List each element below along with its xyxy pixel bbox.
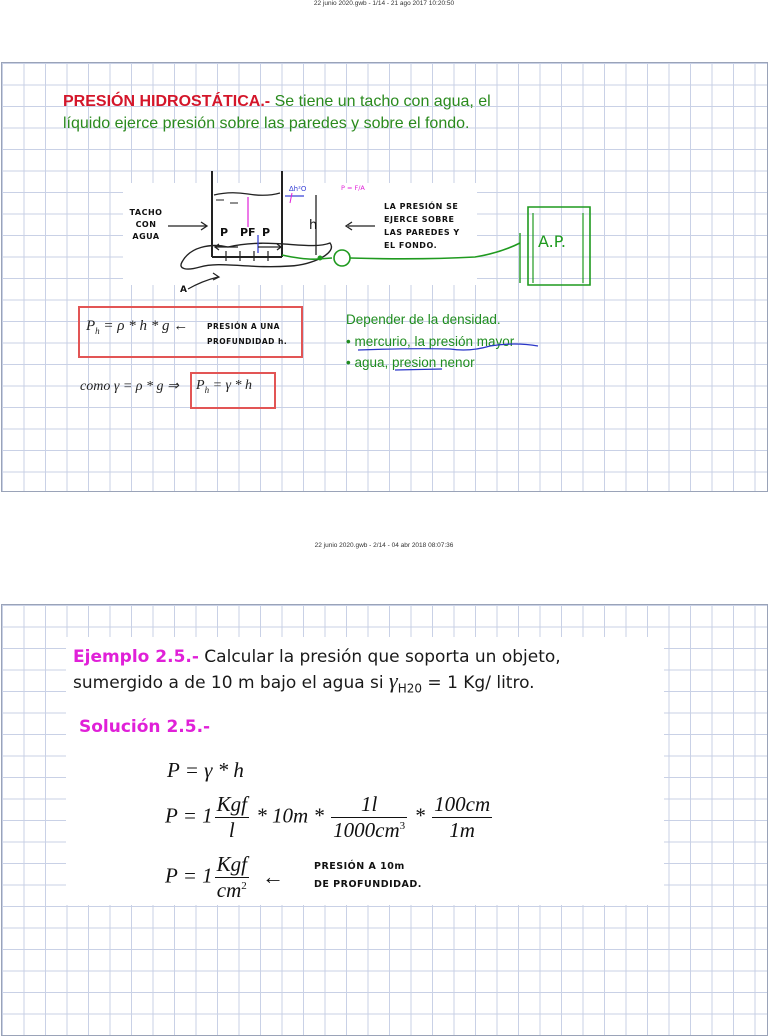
gamma-subscript: H20 [397, 681, 423, 696]
eq3-fraction [215, 852, 249, 903]
title-red: PRESIÓN HIDROSTÁTICA [63, 93, 261, 110]
eq2-f2-den-exp: 3 [399, 820, 406, 832]
eq3-f-num: Kgf [216, 852, 247, 876]
equation-1 [167, 758, 244, 783]
eq2-mid-2: * [409, 803, 431, 828]
side-note-line: LA PRESIÓN SE [384, 202, 459, 211]
density-title: Depender de la densidad. [346, 312, 501, 327]
example-text-1: Calcular la presión que soporta un objeto, [198, 647, 561, 667]
formula-1 [86, 318, 188, 336]
eq2-fraction-3 [432, 792, 492, 843]
tank-label-line: TACHO [129, 208, 163, 217]
delta-h-label: ∆h²O [289, 185, 307, 193]
formula-1-lhs: P [86, 318, 96, 334]
eq2-f2-num: 1l [360, 792, 378, 816]
formula-2-lhs: P [196, 378, 205, 393]
gamma-symbol: γ [389, 668, 398, 693]
density-underlines [350, 336, 550, 376]
example-line-2 [73, 669, 673, 700]
solution-label: Solución 2.5.- [79, 717, 211, 737]
example-line-1 [73, 645, 673, 669]
side-note-line: EJERCE SOBRE [384, 215, 455, 224]
example-text-2a: sumergido a de 10 m bajo el agua si [73, 673, 390, 693]
eq3-lead: P = 1 [165, 863, 213, 888]
formula-2-rhs: = γ * h [209, 378, 253, 393]
formula-1-sub: h [95, 326, 100, 336]
eq2-f2-den-wrap [331, 817, 407, 843]
tank-label-line: CON [135, 220, 157, 229]
h-label: h [309, 218, 318, 233]
side-note-line: LAS PAREDES Y [384, 228, 460, 237]
eq2-fraction-1 [215, 792, 249, 843]
result-note-line: PRESIÓN A 10m [314, 861, 405, 872]
formula-1-note [207, 319, 287, 349]
formula-1-rhs: = ρ * h * g ← [99, 318, 189, 334]
tank-label [126, 207, 166, 243]
inner-label-p-left: P [220, 226, 229, 239]
side-note-line: EL FONDO. [384, 241, 438, 250]
formula-2-lead: como γ = ρ * g ⇒ [80, 379, 179, 394]
eq2-f2-den: 1000cm [333, 818, 400, 842]
title-green: Se tiene un tacho con agua, el líquido ejerce presión sobre las paredes y sobre el fondo. [63, 93, 491, 132]
example-text-2b: = 1 Kg/ litro. [422, 673, 535, 693]
eq3-f-den-exp: 2 [241, 880, 247, 892]
tank-diagram [120, 165, 610, 300]
eq2-fraction-2 [331, 792, 407, 843]
example-statement [73, 645, 673, 700]
formula-1-note-line: PRESIÓN A UNA [207, 322, 280, 331]
page-header-1: 22 junio 2020.gwb - 1/14 - 21 ago 2017 10:20:50 [313, 0, 455, 7]
eq2-f3-den: 1m [432, 817, 492, 843]
equation-1-text: P = γ * h [167, 758, 244, 782]
inner-label-pf: PF [240, 226, 256, 239]
result-note-line: DE PROFUNDIDAD. [314, 879, 422, 890]
equation-3 [165, 852, 251, 903]
eq2-f3-num: 100cm [434, 792, 491, 816]
gauge-label: A.P. [538, 232, 566, 251]
formula-2-boxed [196, 378, 252, 395]
density-item-water: • agua, presion nenor [346, 355, 475, 370]
tank-label-line: AGUA [132, 232, 160, 241]
a-label: A [180, 285, 187, 295]
result-arrow: ← [262, 864, 284, 889]
density-item-mercury: • mercurio, la presión mayor [346, 334, 515, 349]
page-header-2: 22 junio 2020.gwb - 2/14 - 04 abr 2018 08:07:36 [314, 542, 454, 549]
example-label: Ejemplo 2.5.- [73, 647, 199, 667]
result-note [314, 858, 422, 894]
page-1-title [63, 91, 523, 135]
title-dash: .- [260, 93, 271, 110]
eq3-den-wrap [215, 877, 249, 903]
eq3-f-den: cm [216, 878, 242, 902]
formula-1-note-line: PROFUNDIDAD h. [207, 337, 288, 346]
small-formula: P = F/A [341, 184, 365, 192]
formula-2-sub: h [204, 384, 210, 395]
equation-2 [165, 792, 494, 843]
eq2-f1-den: l [215, 817, 249, 843]
inner-label-p-right: P [262, 226, 271, 239]
eq2-lead: P = 1 [165, 803, 213, 828]
side-note [384, 200, 460, 252]
eq2-f1-num: Kgf [216, 792, 247, 816]
eq2-mid-1: * 10m * [250, 803, 330, 828]
